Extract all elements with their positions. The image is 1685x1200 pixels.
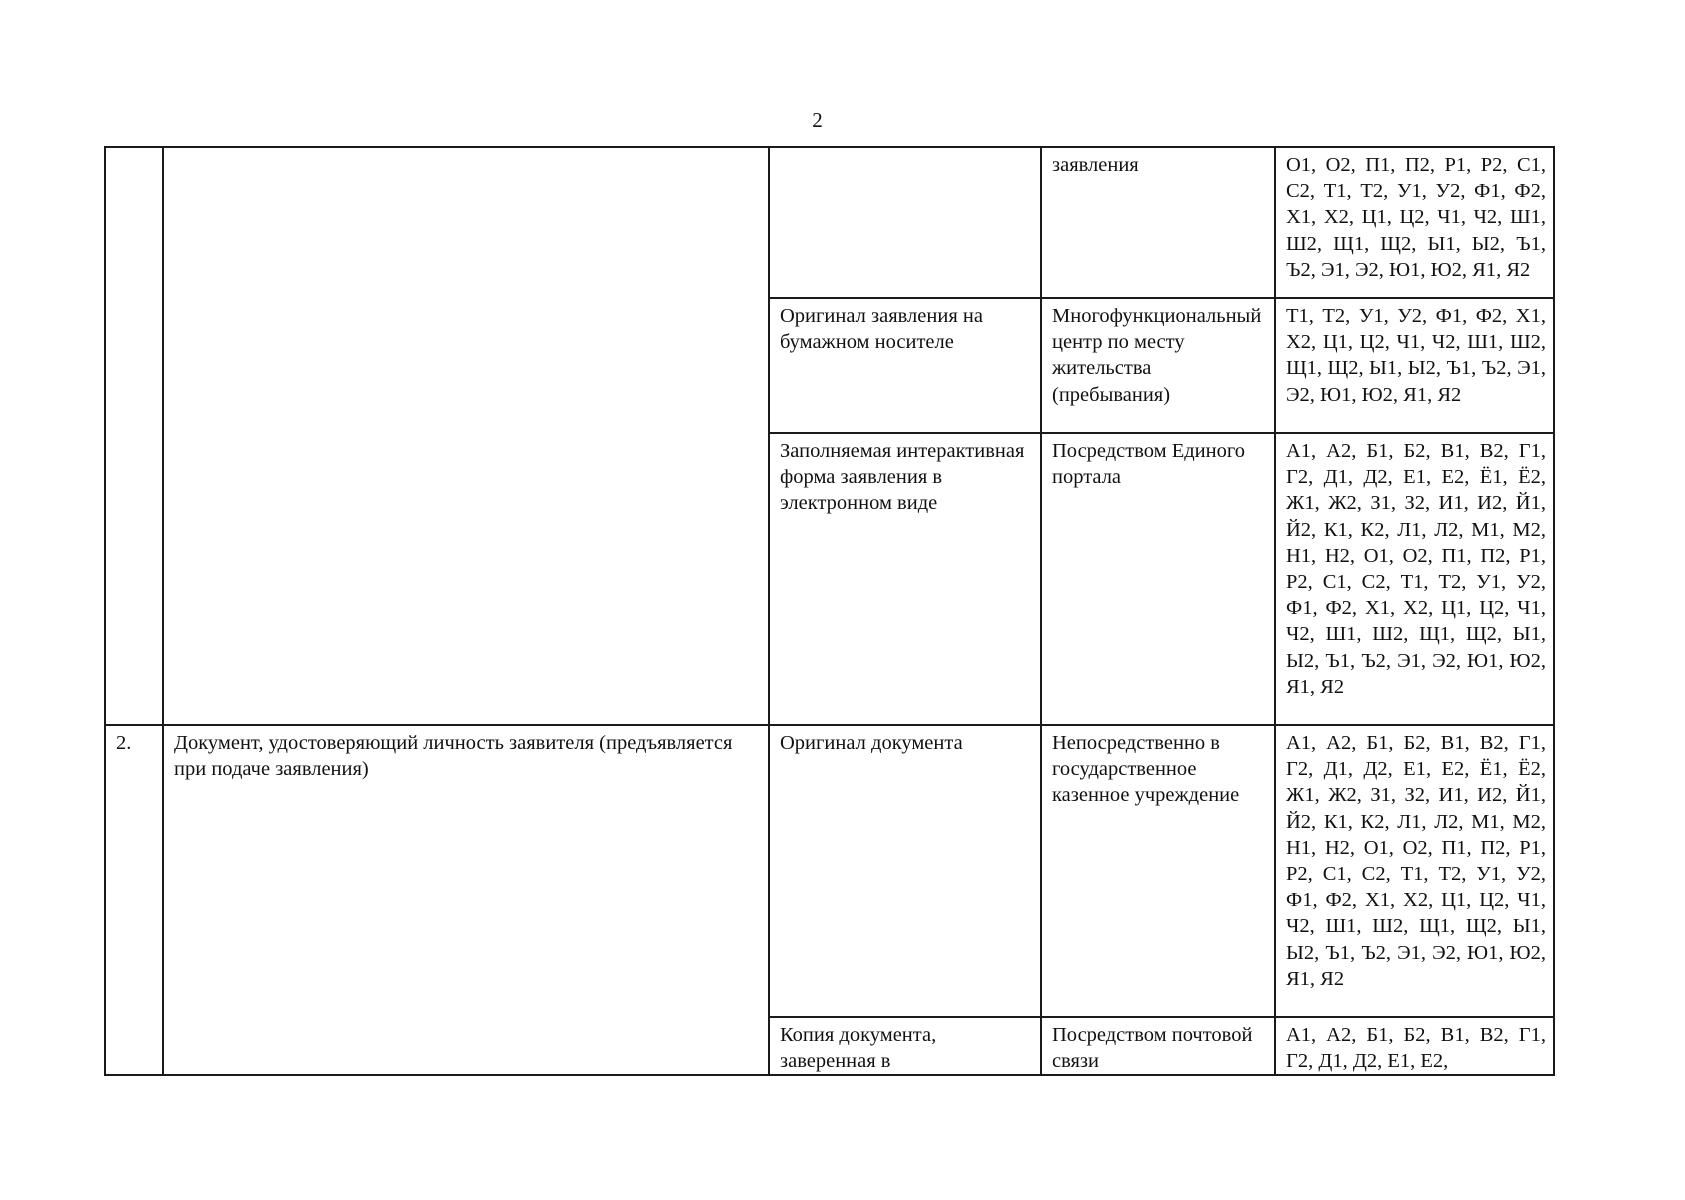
submission-place-cell: заявления bbox=[1041, 147, 1275, 298]
category-codes-cell bbox=[1275, 433, 1554, 725]
submission-place-cell: Посредством Единого портала bbox=[1041, 433, 1275, 725]
category-codes-text: А1, А2, Б1, Б2, В1, В2, Г1, Г2, Д1, Д2, Е1, Е2, Ё1, Ё2, Ж1, Ж2, З1, З2, И1, И2, Й1, Й2, К1, К2, Л1, Л2, М1, М2, Н1, Н2, О1, О2, П1, П2, Р1, Р2, С1, С2, Т1, Т2, У1, У2, Ф1, Ф2, Х1, Х2, Ц1, Ц2, Ч1, Ч2, Ш1, Ш2, Щ1, Щ2, Ы1, Ы2, Ъ1, Ъ2, Э1, Э2, Ю1, Ю2, Я1, Я2 bbox=[1286, 440, 1546, 698]
category-codes-cell bbox=[1275, 1017, 1554, 1075]
submission-place-cell: Непосредственно в государственное казенное учреждение bbox=[1041, 725, 1275, 1017]
category-codes-cell bbox=[1275, 725, 1554, 1017]
document-name-cell: Документ, удостоверяющий личность заявителя (предъявляется при подаче заявления) bbox=[163, 725, 769, 1075]
category-codes-text: А1, А2, Б1, Б2, В1, В2, Г1, Г2, Д1, Д2, Е1, Е2, Ё1, Ё2, Ж1, Ж2, З1, З2, И1, И2, Й1, Й2, К1, К2, Л1, Л2, М1, М2, Н1, Н2, О1, О2, П1, П2, Р1, Р2, С1, С2, Т1, Т2, У1, У2, Ф1, Ф2, Х1, Х2, Ц1, Ц2, Ч1, Ч2, Ш1, Ш2, Щ1, Щ2, Ы1, Ы2, Ъ1, Ъ2, Э1, Э2, Ю1, Ю2, Я1, Я2 bbox=[1286, 732, 1546, 990]
document-table bbox=[104, 146, 1555, 1076]
document-form-cell: Копия документа, заверенная в bbox=[769, 1017, 1041, 1075]
submission-place-cell: Многофункциональный центр по месту жительства (пребывания) bbox=[1041, 298, 1275, 433]
document-form-cell: Оригинал документа bbox=[769, 725, 1041, 1017]
category-codes-text: Т1, Т2, У1, У2, Ф1, Ф2, Х1, Х2, Ц1, Ц2, Ч1, Ч2, Ш1, Ш2, Щ1, Щ2, Ы1, Ы2, Ъ1, Ъ2, Э1, Э2, Ю1, Ю2, Я1, Я2 bbox=[1286, 305, 1546, 406]
submission-place-cell: Посредством почтовой связи bbox=[1041, 1017, 1275, 1075]
document-form-cell bbox=[769, 147, 1041, 298]
page-number: 2 bbox=[812, 108, 823, 132]
document-form-cell: Заполняемая интерактивная форма заявления в электронном виде bbox=[769, 433, 1041, 725]
table-row bbox=[105, 725, 1554, 1017]
document-name-cell bbox=[163, 147, 769, 725]
row-number-cell: 2. bbox=[105, 725, 163, 1075]
table-row bbox=[105, 147, 1554, 298]
category-codes-text: А1, А2, Б1, Б2, В1, В2, Г1, Г2, Д1, Д2, Е1, Е2, bbox=[1286, 1024, 1546, 1073]
category-codes-cell bbox=[1275, 147, 1554, 298]
row-number-cell bbox=[105, 147, 163, 725]
category-codes-cell bbox=[1275, 298, 1554, 433]
category-codes-text: О1, О2, П1, П2, Р1, Р2, С1, С2, Т1, Т2, У1, У2, Ф1, Ф2, Х1, Х2, Ц1, Ц2, Ч1, Ч2, Ш1, Ш2, Щ1, Щ2, Ы1, Ы2, Ъ1, Ъ2, Э1, Э2, Ю1, Ю2, Я1, Я2 bbox=[1286, 154, 1546, 281]
document-form-cell: Оригинал заявления на бумажном носителе bbox=[769, 298, 1041, 433]
